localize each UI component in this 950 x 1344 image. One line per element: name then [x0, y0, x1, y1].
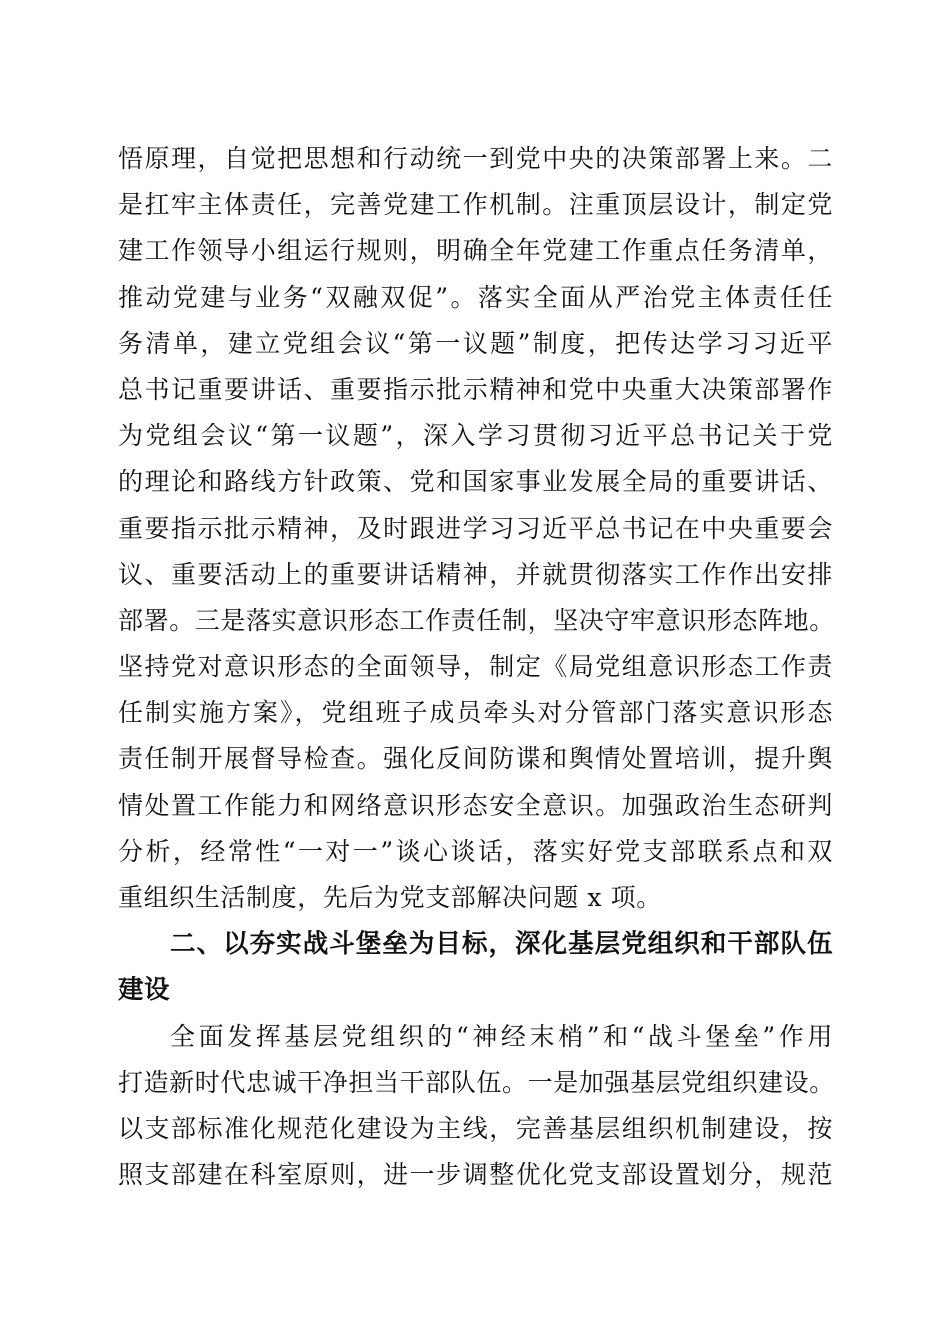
text-line: 建工作领导小组运行规则，明确全年党建工作重点任务清单，: [118, 236, 833, 266]
text-line: 议、重要活动上的重要讲话精神，并就贯彻落实工作作出安排: [118, 559, 833, 589]
text-line: 以支部标准化规范化建设为主线，完善基层组织机制建设，按: [118, 1113, 833, 1143]
text-line: 重要指示批示精神，及时跟进学习习近平总书记在中央重要会: [118, 513, 833, 543]
text-line: 推动党建与业务“双融双促”。落实全面从严治党主体责任任: [118, 282, 833, 312]
paragraph-2: [118, 1014, 833, 1199]
text-line: 照支部建在科室原则，进一步调整优化党支部设置划分，规范: [118, 1160, 833, 1190]
text-line: 务清单，建立党组会议“第一议题”制度，把传达学习习近平: [118, 328, 833, 358]
paragraph-1: [118, 136, 833, 921]
text-line: 分析，经常性“一对一”谈心谈话，落实好党支部联系点和双: [118, 836, 833, 866]
heading-line: 建设: [118, 975, 171, 1006]
heading-line: 二、以夯实战斗堡垒为目标，深化基层党组织和干部队伍: [170, 929, 833, 960]
text-line: 部署。三是落实意识形态工作责任制，坚决守牢意识形态阵地。: [118, 605, 835, 635]
text-line: 坚持党对意识形态的全面领导，制定《局党组意识形态工作责: [118, 652, 833, 682]
text-line: 悟原理，自觉把思想和行动统一到党中央的决策部署上来。二: [118, 144, 833, 173]
section-heading: [118, 921, 833, 1013]
document-page: [118, 136, 833, 1198]
text-line: 责任制开展督导检查。强化反间防谍和舆情处置培训，提升舆: [118, 744, 833, 774]
text-line: 是扛牢主体责任，完善党建工作机制。注重顶层设计，制定党: [118, 190, 833, 220]
text-line: 情处置工作能力和网络意识形态安全意识。加强政治生态研判: [118, 790, 833, 820]
text-line: 重组织生活制度，先后为党支部解决问题 x 项。: [118, 883, 662, 912]
text-line: 总书记重要讲话、重要指示批示精神和党中央重大决策部署作: [118, 374, 833, 404]
text-line: 为党组会议“第一议题”，深入学习贯彻习近平总书记关于党: [118, 421, 833, 451]
text-line: 全面发挥基层党组织的“神经末梢”和“战斗堡垒”作用: [170, 1021, 833, 1051]
text-line: 的理论和路线方针政策、党和国家事业发展全局的重要讲话、: [118, 467, 833, 497]
text-line: 任制实施方案》，党组班子成员牵头对分管部门落实意识形态: [118, 698, 833, 728]
text-line: 打造新时代忠诚干净担当干部队伍。一是加强基层党组织建设。: [118, 1067, 835, 1097]
